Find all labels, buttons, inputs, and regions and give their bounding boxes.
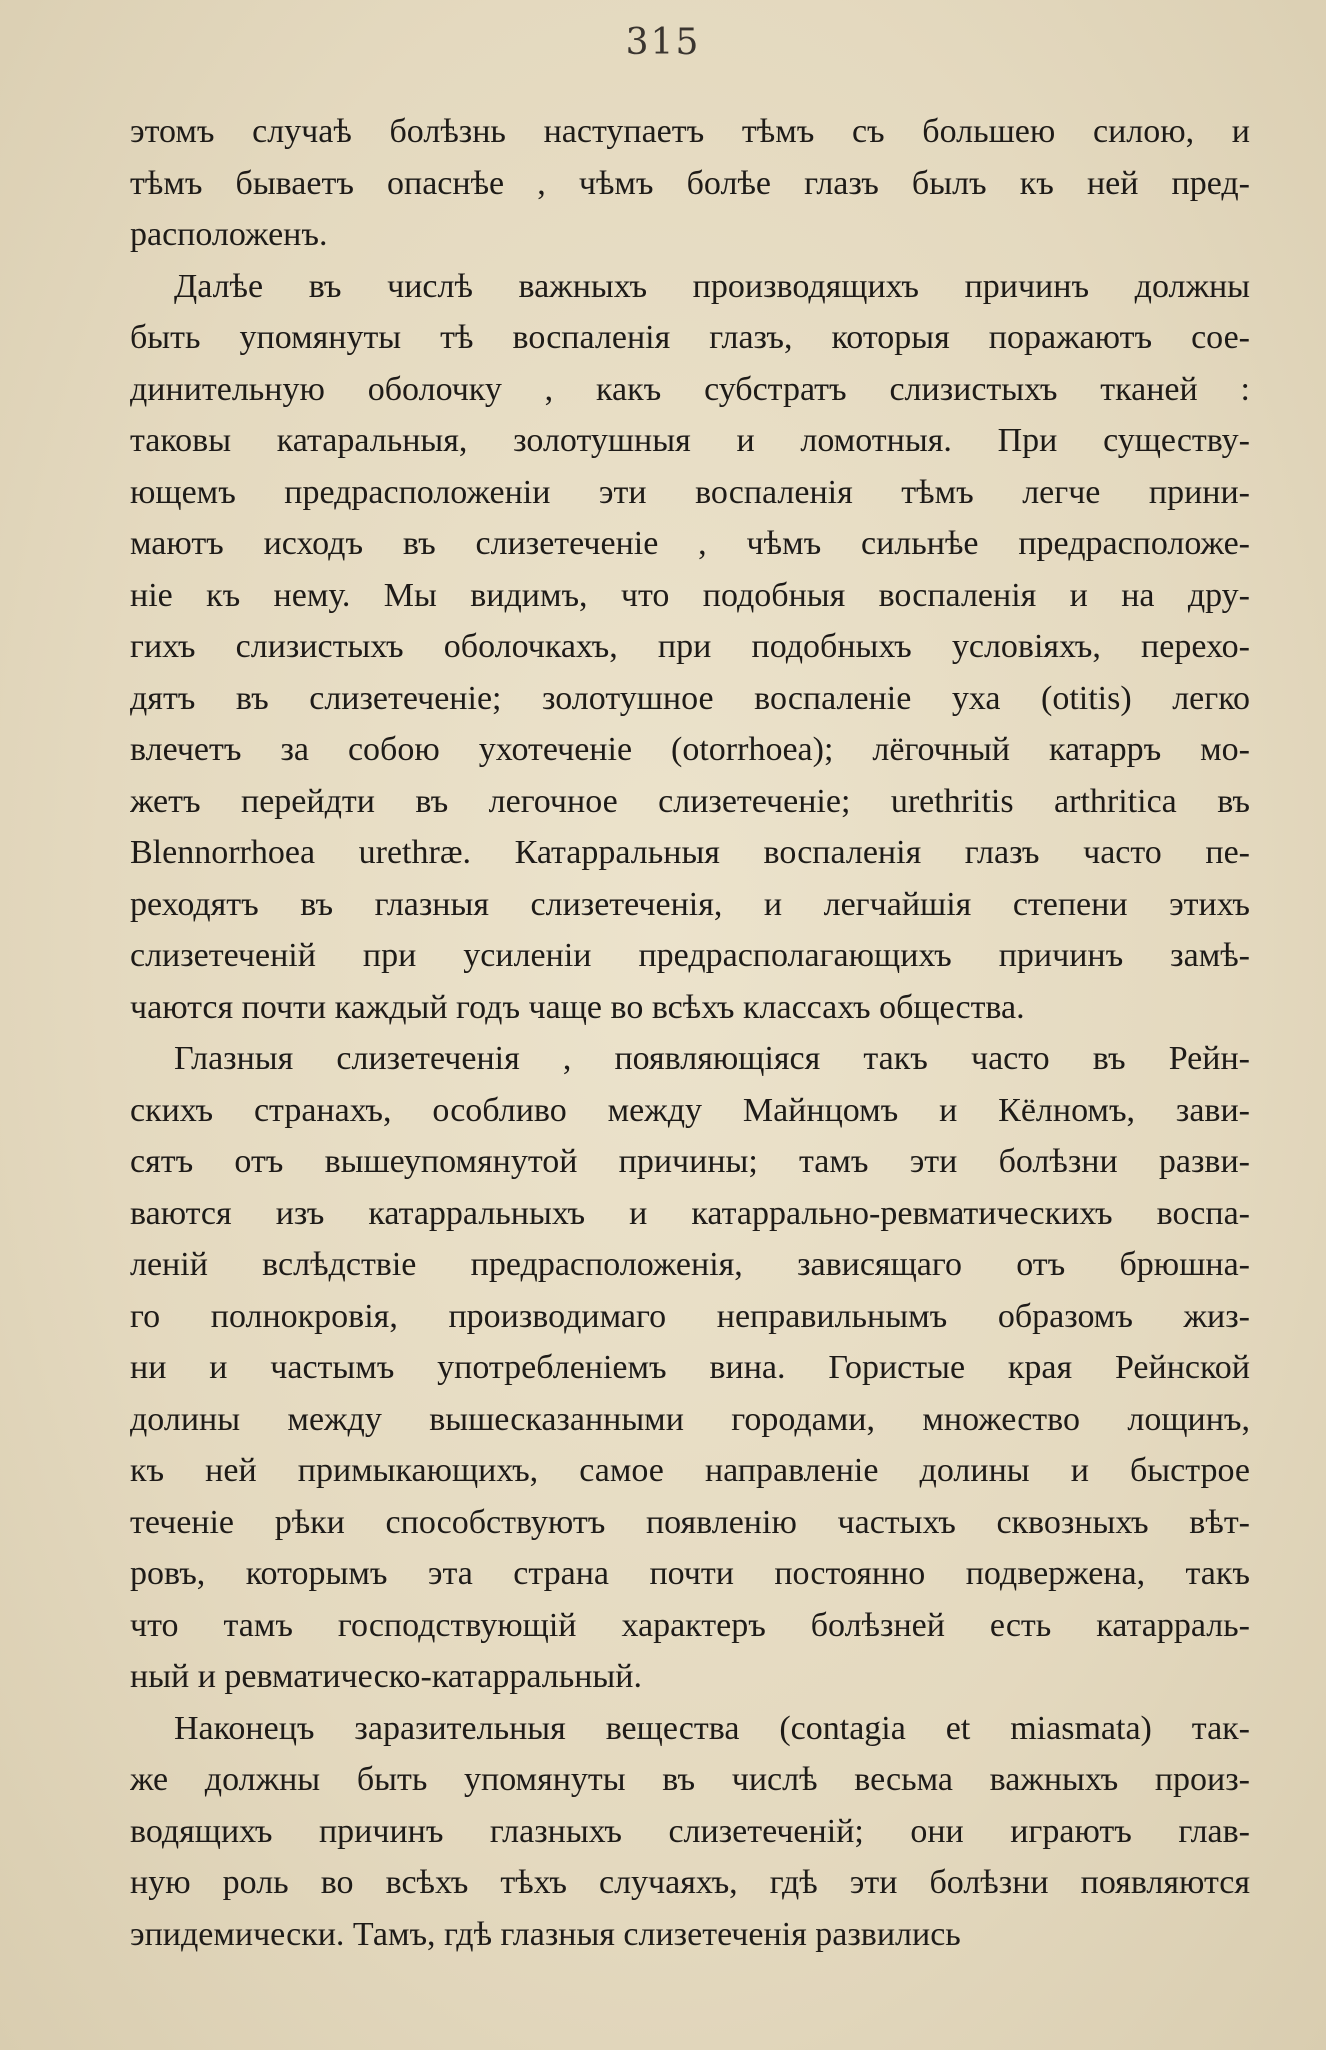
text-line: ни и частымъ употребленіемъ вина. Гористые края Рейнской — [130, 1349, 1250, 1386]
text-line: Далѣе въ числѣ важныхъ производящихъ причинъ должны — [174, 267, 1250, 305]
text-line: дятъ въ слизетеченіе; золотушное воспаленіе уха (otitis) легко — [130, 679, 1250, 717]
text-line: слизетеченій при усиленіи предрасполагающихъ причинъ замѣ- — [130, 937, 1250, 974]
body-text — [130, 106, 1250, 1960]
text-line: ровъ, которымъ эта страна почти постоянно подвержена, такъ — [130, 1555, 1250, 1592]
text-line: сятъ отъ вышеупомянутой причины; тамъ эти болѣзни разви- — [130, 1143, 1250, 1180]
text-line: Глазныя слизетеченія , появляющіяся такъ часто въ Рейн- — [174, 1040, 1250, 1077]
text-line: ющемъ предрасположеніи эти воспаленія тѣмъ легче прини- — [130, 473, 1250, 511]
text-line: ніе къ нему. Мы видимъ, что подобныя воспаленія и на дру- — [130, 576, 1250, 614]
text-line: чаются почти каждый годъ чаще во всѣхъ классахъ общества. — [130, 988, 1025, 1026]
text-line: ваются изъ катарральныхъ и катаррально-ревматическихъ воспа- — [130, 1194, 1250, 1232]
text-line: таковы катаральныя, золотушныя и ломотныя. При существу- — [130, 422, 1250, 459]
text-line: Blennorrhoea urethræ. Катарральныя воспаленія глазъ часто пе- — [130, 834, 1250, 871]
text-line: къ ней примыкающихъ, самое направленіе долины и быстрое — [130, 1452, 1250, 1489]
text-line: Наконецъ заразительныя вещества (contagia et miasmata) так- — [174, 1709, 1250, 1747]
text-line: что тамъ господствующій характеръ болѣзней есть катарраль- — [130, 1606, 1250, 1644]
text-line: теченіе рѣки способствуютъ появленію частыхъ сквозныхъ вѣт- — [130, 1503, 1250, 1541]
text-line: этомъ случаѣ болѣзнь наступаетъ тѣмъ съ большею силою, и — [130, 113, 1250, 150]
text-line: же должны быть упомянуты въ числѣ весьма важныхъ произ- — [130, 1761, 1250, 1798]
text-line: леній вслѣдствіе предрасположенія, зависящаго отъ брюшна- — [130, 1246, 1250, 1283]
text-line: долины между вышесказанными городами, множество лощинъ, — [130, 1400, 1250, 1438]
paragraph — [130, 261, 1250, 1034]
text-line: жетъ перейдти въ легочное слизетеченіе; urethritis arthritica въ — [130, 782, 1250, 820]
paragraph — [130, 1703, 1250, 1961]
text-line: эпидемически. Тамъ, гдѣ глазныя слизетеченія развились — [130, 1915, 961, 1953]
text-line: скихъ странахъ, особливо между Майнцомъ и Кёлномъ, зави- — [130, 1091, 1250, 1129]
text-line: динительную оболочку , какъ субстратъ слизистыхъ тканей : — [130, 370, 1250, 408]
text-line: расположенъ. — [130, 216, 328, 253]
text-line: влечетъ за собою ухотеченіе (otorrhoea); лёгочный катарръ мо- — [130, 731, 1250, 768]
text-line: быть упомянуты тѣ воспаленія глазъ, которыя поражаютъ сое- — [130, 319, 1250, 356]
text-line: ную роль во всѣхъ тѣхъ случаяхъ, гдѣ эти болѣзни появляются — [130, 1864, 1250, 1901]
text-line: го полнокровія, производимаго неправильнымъ образомъ жиз- — [130, 1297, 1250, 1335]
text-line: тѣмъ бываетъ опаснѣе , чѣмъ болѣе глазъ былъ къ ней пред- — [130, 164, 1250, 202]
text-line: водящихъ причинъ глазныхъ слизетеченій; они играютъ глав- — [130, 1812, 1250, 1850]
text-line: гихъ слизистыхъ оболочкахъ, при подобныхъ условіяхъ, перехо- — [130, 628, 1250, 665]
text-line: реходятъ въ глазныя слизетеченія, и легчайшія степени этихъ — [130, 885, 1250, 923]
paragraph — [130, 1033, 1250, 1703]
paragraph — [130, 106, 1250, 261]
text-line: маютъ исходъ въ слизетеченіе , чѣмъ сильнѣе предрасположе- — [130, 525, 1250, 562]
page-number: 315 — [625, 22, 701, 63]
text-line: ный и ревматическо-катарральный. — [130, 1658, 642, 1695]
